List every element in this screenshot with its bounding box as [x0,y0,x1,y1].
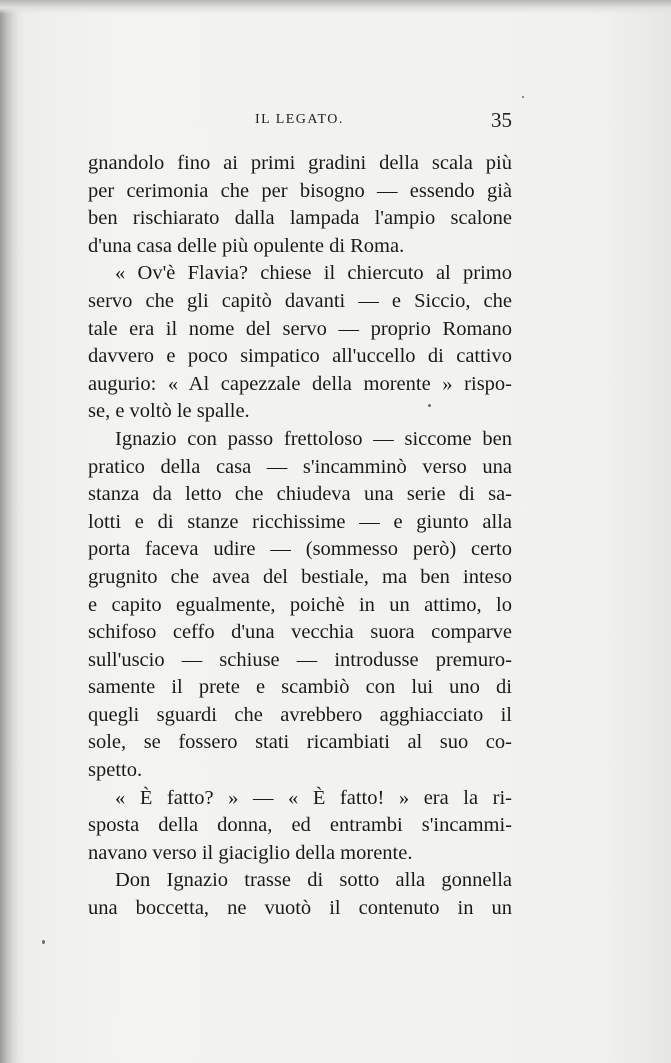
text-line: una boccetta, ne vuotò il contenuto in un [88,897,512,920]
paper-speck [522,96,524,98]
text-line: quegli sguardi che avrebbero agghiacciato il [88,703,512,726]
text-line: e capito egualmente, poichè in un attimo, lo [88,593,512,616]
text-line: per cerimonia che per bisogno — essendo già [88,179,512,202]
paper-speck [428,404,431,407]
text-line: davvero e poco simpatico all'uccello di cattivo [88,345,512,368]
top-edge [0,0,671,14]
text-line: Ignazio con passo frettoloso — siccome ben [115,427,512,450]
text-line: se, e voltò le spalle. [88,400,250,423]
text-line: navano verso il giaciglio della morente. [88,841,413,864]
body-text [88,150,512,923]
text-line: d'una casa delle più opulente di Roma. [88,234,405,257]
text-line: tale era il nome del servo — proprio Romano [88,317,512,340]
page-number: 35 [491,108,512,132]
text-line: servo che gli capitò davanti — e Siccio, che [88,289,512,312]
text-line: lotti e di stanze ricchissime — e giunto alla [88,510,512,533]
paper-speck [42,940,45,944]
text-line: grugnito che avea del bestiale, ma ben inteso [88,565,512,588]
text-line: sposta della donna, ed entrambi s'incammi- [88,814,512,837]
text-line: porta faceva udire — (sommesso però) certo [88,538,512,561]
text-line: spetto. [88,759,143,782]
text-line: « Ov'è Flavia? chiese il chiercuto al primo [115,262,512,285]
running-title: IL LEGATO. [255,112,344,127]
text-line: Don Ignazio trasse di sotto alla gonnella [115,869,512,892]
text-line: gnandolo fino ai primi gradini della scala più [88,152,512,174]
text-line: stanza da letto che chiudeva una serie di sa- [88,483,512,506]
text-line: « È fatto? » — « È fatto! » era la ri- [115,786,512,809]
binding-edge [0,0,18,1063]
text-line: ben rischiarato dalla lampada l'ampio scalone [88,207,512,230]
text-line: sull'uscio — schiuse — introdusse premuro- [88,648,512,671]
text-line: sole, se fossero stati ricambiati al suo co- [88,731,512,754]
text-line: augurio: « Al capezzale della morente » rispo- [88,372,512,395]
text-line: pratico della casa — s'incamminò verso una [88,455,512,478]
running-head [90,108,512,134]
text-line: samente il prete e scambiò con lui uno di [88,676,512,699]
text-line: schifoso ceffo d'una vecchia suora comparve [88,621,512,644]
